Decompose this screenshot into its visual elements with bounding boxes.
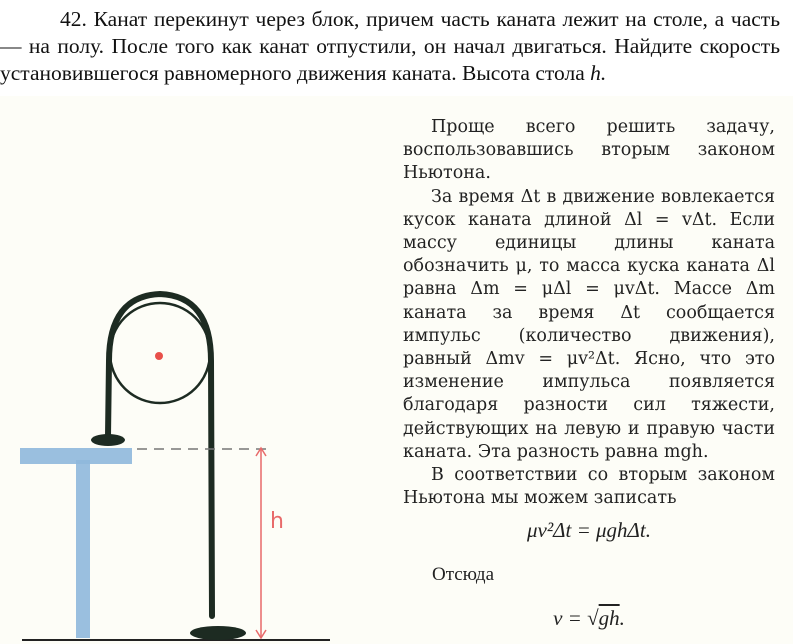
solution-paragraph-3: В соответствии со вторым законом Ньютона мы можем записать [403,465,775,509]
solution-paragraph-1: Проще всего решить задачу, воспользовавшись вторым законом Ньютона. [403,117,775,184]
rope-pile-table [91,434,125,446]
scanned-solution-region [0,96,793,644]
equation-velocity-end: . [619,606,625,630]
height-symbol: h. [590,61,607,85]
problem-body: Канат перекинут через блок, причем часть каната лежит на столе, а часть — на полу. После того как канат отпустили, он начал двигаться. Найдите скорость установившегося равномерного движения каната. Высота стола [0,7,780,85]
rope-pulley-figure [0,96,330,644]
height-label: h [270,509,284,534]
height-arrow-icon [256,448,266,638]
solution-paragraph-2: За время Δt в движение вовлекается кусок каната длиной Δl = vΔt. Если массу единицы длины каната обозначить μ, то масса куска каната Δl равна Δm = μΔl = μvΔt. Массе Δm каната за время Δt сообщается импульс (количество движения), равный Δmv = μv²Δt. Ясно, что это изменение импульса появляется благодаря разности сил тяжести, действующих на левую и правую части каната. Эта разность равна mgh. [403,186,775,462]
equation-velocity-lhs: v = √ [553,606,599,630]
solution-text [403,116,775,510]
pulley-center-dot [155,352,163,360]
table-icon [20,448,132,638]
problem-text [0,6,780,87]
equation-momentum: μv²Δt = μghΔt. [527,518,651,542]
problem-number: 42. [60,7,87,31]
problem-statement [0,6,780,87]
rope-pile-floor [190,626,246,640]
equation-velocity [403,606,775,631]
hence-label: Отсюда [432,564,495,585]
equation-velocity-radicand: gh [598,606,620,630]
